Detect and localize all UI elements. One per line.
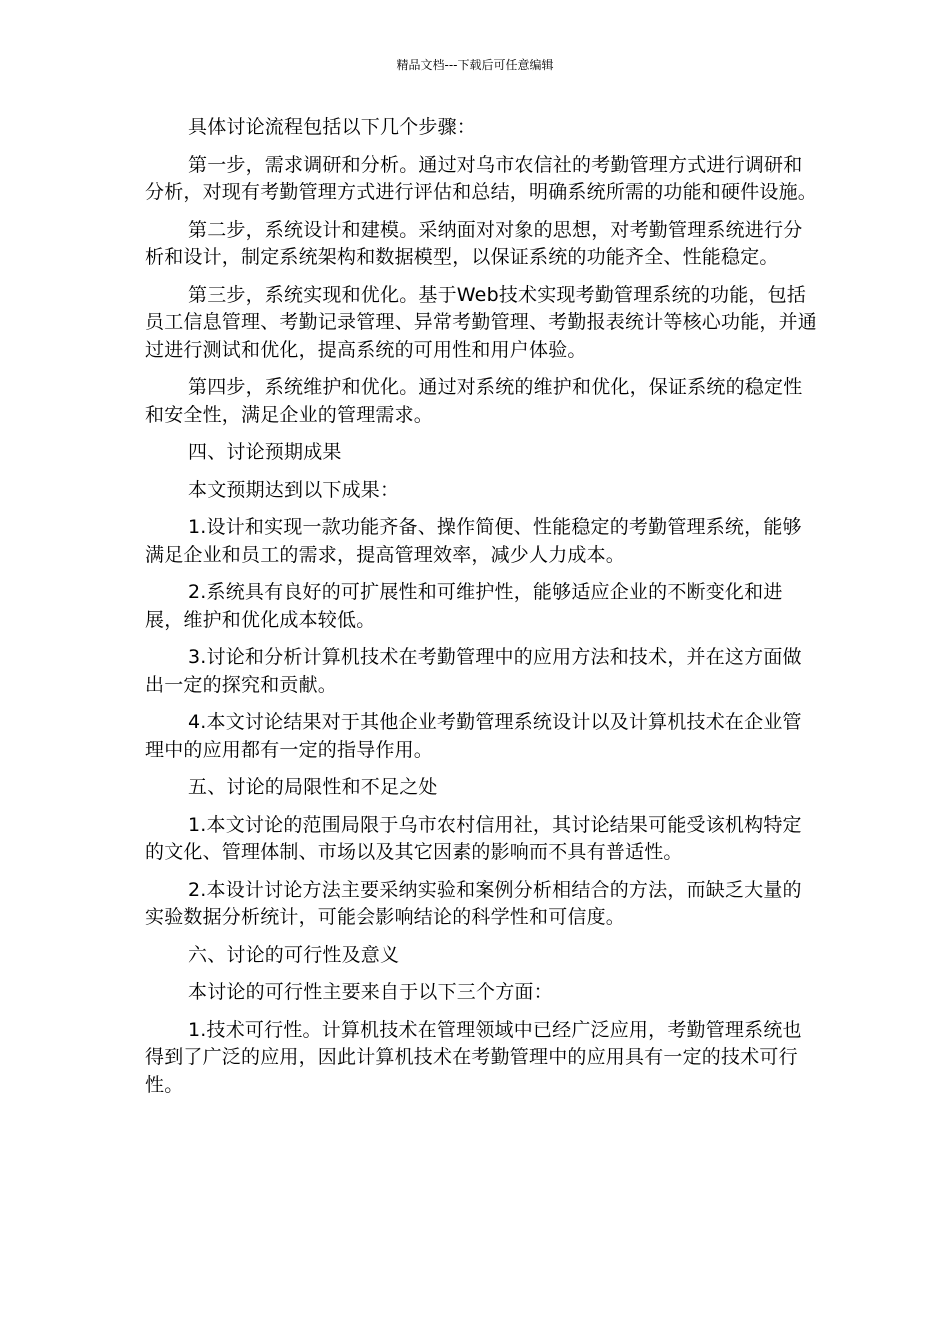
- paragraph-limitation-2: 2.本设计讨论方法主要采纳实验和案例分析相结合的方法，而缺乏大量的实验数据分析统计，可能会影响结论的科学性和可信度。: [145, 878, 802, 928]
- paragraph-step-4: 第四步，系统维护和优化。通过对系统的维护和优化，保证系统的稳定性和安全性，满足企业的管理需求。: [145, 376, 803, 426]
- paragraph-feasibility-1: 1.技术可行性。计算机技术在管理领域中已经广泛应用，考勤管理系统也得到了广泛的应用，因此计算机技术在考勤管理中的应用具有一定的技术可行性。: [145, 1018, 802, 1096]
- section-heading-expected-results: 四、讨论预期成果: [188, 441, 342, 463]
- paragraph-feasibility-intro: 本讨论的可行性主要来自于以下三个方面：: [188, 981, 553, 1003]
- document-body: [145, 114, 817, 1109]
- paragraph-step-2: 第二步，系统设计和建模。采纳面对对象的思想，对考勤管理系统进行分析和设计，制定系统架构和数据模型，以保证系统的功能齐全、性能稳定。: [145, 218, 803, 268]
- paragraph-step-3: 第三步，系统实现和优化。基于Web技术实现考勤管理系统的功能，包括员工信息管理、考勤记录管理、异常考勤管理、考勤报表统计等核心功能，并通过进行测试和优化，提高系统的可用性和用户体验。: [145, 283, 818, 361]
- paragraph-step-1: 第一步，需求调研和分析。通过对乌市农信社的考勤管理方式进行调研和分析，对现有考勤管理方式进行评估和总结，明确系统所需的功能和硬件设施。: [145, 153, 818, 203]
- paragraph-result-4: 4.本文讨论结果对于其他企业考勤管理系统设计以及计算机技术在企业管理中的应用都有一定的指导作用。: [145, 711, 802, 761]
- page-header: 精品文档---下载后可任意编辑: [396, 58, 554, 72]
- section-heading-feasibility: 六、讨论的可行性及意义: [188, 943, 400, 966]
- paragraph-limitation-1: 1.本文讨论的范围局限于乌市农村信用社，其讨论结果可能受该机构特定的文化、管理体制、市场以及其它因素的影响而不具有普适性。: [145, 813, 802, 863]
- paragraph-result-3: 3.讨论和分析计算机技术在考勤管理中的应用方法和技术，并在这方面做出一定的探究和贡献。: [145, 646, 802, 696]
- paragraph-result-1: 1.设计和实现一款功能齐备、操作简便、性能稳定的考勤管理系统，能够满足企业和员工的需求，提高管理效率，减少人力成本。: [145, 516, 802, 566]
- paragraph-process-intro: 具体讨论流程包括以下几个步骤：: [188, 116, 477, 138]
- paragraph-result-2: 2.系统具有良好的可扩展性和可维护性，能够适应企业的不断变化和进展，维护和优化成本较低。: [145, 581, 783, 631]
- paragraph-results-intro: 本文预期达到以下成果：: [188, 478, 400, 501]
- section-heading-limitations: 五、讨论的局限性和不足之处: [188, 776, 438, 798]
